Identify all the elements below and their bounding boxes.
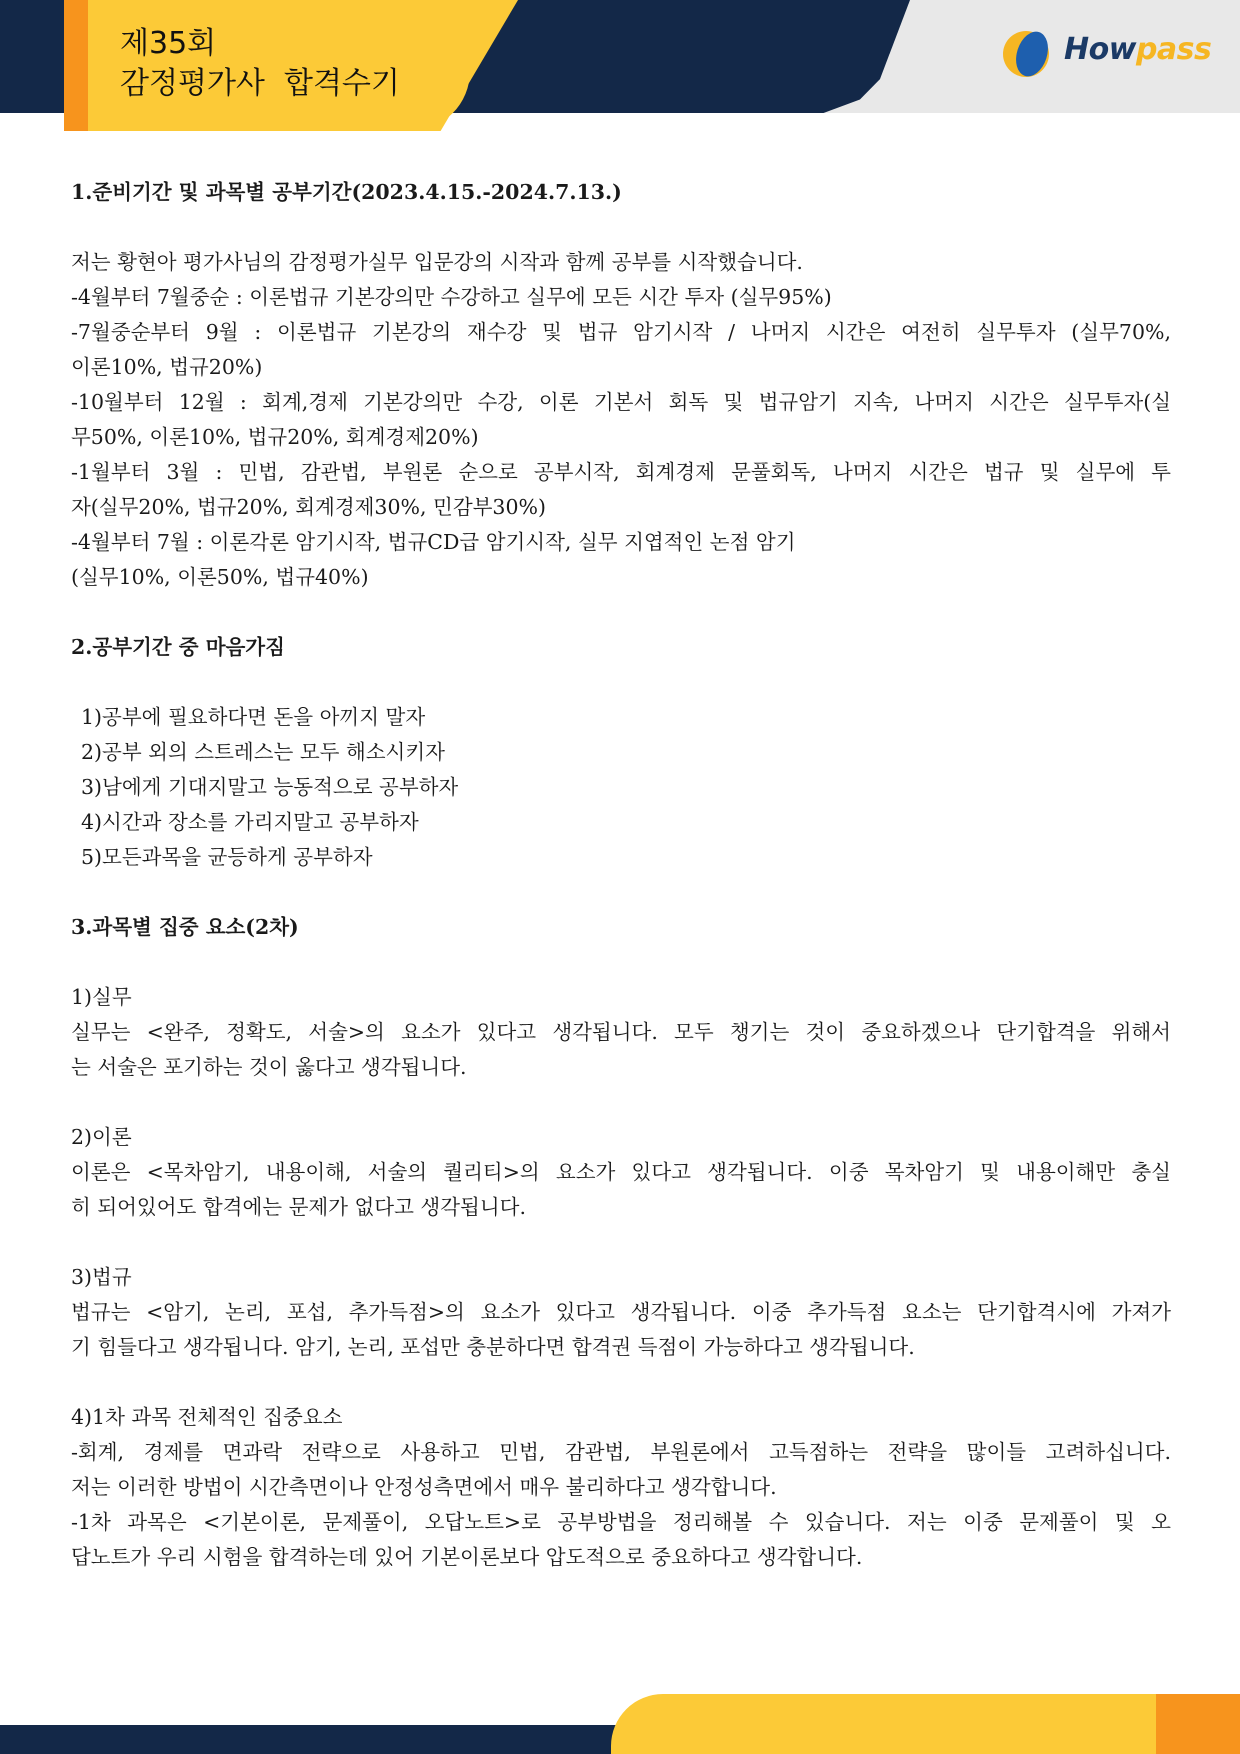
text-line: 4)1차 과목 전체적인 집중요소 (71, 1405, 343, 1429)
text-line: -10월부터 12월 : 회계,경제 기본강의만 수강, 이론 기본서 회독 및 법규암기 지속, 나머지 시간은 실무투자(실 (71, 390, 1171, 414)
title-line-1: 제35회 (120, 26, 217, 61)
blank-line (71, 1225, 1171, 1260)
blank-line (71, 595, 1171, 630)
text-line: 3)법규 (71, 1265, 132, 1289)
text-line: 2)공부 외의 스트레스는 모두 해소시키자 (81, 740, 445, 764)
text-line: 저는 황현아 평가사님의 감정평가실무 입문강의 시작과 함께 공부를 시작했습니다. (71, 250, 803, 274)
text-line: -4월부터 7월 : 이론각론 암기시작, 법규CD급 암기시작, 실무 지엽적인 논점 암기 (71, 530, 796, 554)
document-body (71, 175, 1171, 1575)
text-line: 는 서술은 포기하는 것이 옳다고 생각됩니다. (71, 1055, 467, 1079)
blank-line (71, 210, 1171, 245)
text-line: -회계, 경제를 면과락 전략으로 사용하고 민법, 감관법, 부원론에서 고득점하는 전략을 많이들 고려하십니다. (71, 1440, 1171, 1464)
title-line-2: 감정평가사 합격수기 (120, 66, 400, 101)
section-heading: 1.준비기간 및 과목별 공부기간(2023.4.15.-2024.7.13.) (71, 180, 622, 204)
logo-pass: pass (1135, 32, 1212, 67)
section-heading: 3.과목별 집중 요소(2차) (71, 915, 299, 939)
text-line: 무50%, 이론10%, 법규20%, 회계경제20%) (71, 425, 479, 449)
text-line: 4)시간과 장소를 가리지말고 공부하자 (81, 810, 419, 834)
blank-line (71, 875, 1171, 910)
text-line: 답노트가 우리 시험을 합격하는데 있어 기본이론보다 압도적으로 중요하다고 생각합니다. (71, 1545, 863, 1569)
text-line: -7월중순부터 9월 : 이론법규 기본강의 재수강 및 법규 암기시작 / 나머지 시간은 여전히 실무투자 (실무70%, (71, 320, 1171, 344)
text-line: 이론10%, 법규20%) (71, 355, 263, 379)
header-orange-stripe (64, 0, 88, 131)
blank-line (71, 1085, 1171, 1120)
howpass-logo (1002, 28, 1222, 80)
section-heading: 2.공부기간 중 마음가짐 (71, 635, 285, 659)
text-line: 자(실무20%, 법규20%, 회계경제30%, 민감부30%) (71, 495, 546, 519)
logo-how: How (1064, 32, 1136, 67)
page-title (120, 24, 400, 104)
blank-line (71, 945, 1171, 980)
text-line: (실무10%, 이론50%, 법규40%) (71, 565, 369, 589)
text-line: 히 되어있어도 합격에는 문제가 없다고 생각됩니다. (71, 1195, 526, 1219)
text-line: -1차 과목은 <기본이론, 문제풀이, 오답노트>로 공부방법을 정리해볼 수 있습니다. 저는 이중 문제풀이 및 오 (71, 1510, 1171, 1534)
text-line: 저는 이러한 방법이 시간측면이나 안정성측면에서 매우 불리하다고 생각합니다. (71, 1475, 777, 1499)
text-line: -4월부터 7월중순 : 이론법규 기본강의만 수강하고 실무에 모든 시간 투자 (실무95%) (71, 285, 832, 309)
text-line: 3)남에게 기대지말고 능동적으로 공부하자 (81, 775, 459, 799)
header-yellow-corner (400, 60, 470, 131)
footer-orange-block (1156, 1694, 1240, 1754)
text-line: -1월부터 3월 : 민법, 감관법, 부원론 순으로 공부시작, 회계경제 문풀회독, 나머지 시간은 법규 및 실무에 투 (71, 460, 1171, 484)
text-line: 법규는 <암기, 논리, 포섭, 추가득점>의 요소가 있다고 생각됩니다. 이중 추가득점 요소는 단기합격시에 가져가 (71, 1300, 1171, 1324)
text-line: 2)이론 (71, 1125, 132, 1149)
text-line: 1)실무 (71, 985, 132, 1009)
text-line: 실무는 <완주, 정확도, 서술>의 요소가 있다고 생각됩니다. 모두 챙기는 것이 중요하겠으나 단기합격을 위해서 (71, 1020, 1171, 1044)
text-line: 기 힘들다고 생각됩니다. 암기, 논리, 포섭만 충분하다면 합격권 득점이 가능하다고 생각됩니다. (71, 1335, 915, 1359)
text-line: 이론은 <목차암기, 내용이해, 서술의 퀄리티>의 요소가 있다고 생각됩니다. 이중 목차암기 및 내용이해만 충실 (71, 1160, 1171, 1184)
text-line: 1)공부에 필요하다면 돈을 아끼지 말자 (81, 705, 426, 729)
howpass-logo-icon (1002, 30, 1054, 78)
footer-yellow-band (611, 1694, 1240, 1754)
blank-line (71, 1365, 1171, 1400)
howpass-logo-text (1064, 32, 1211, 67)
text-line: 5)모든과목을 균등하게 공부하자 (81, 845, 373, 869)
blank-line (71, 665, 1171, 700)
